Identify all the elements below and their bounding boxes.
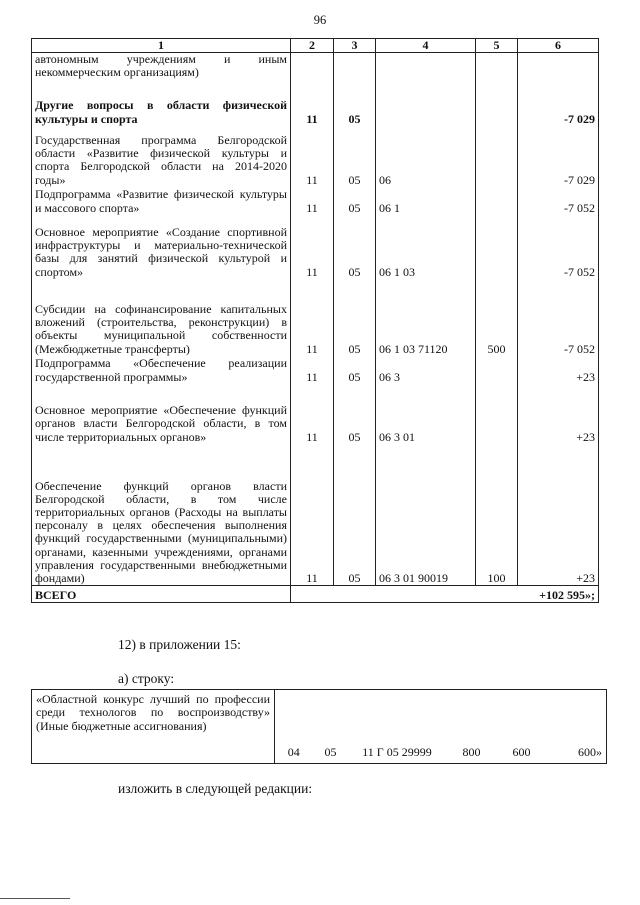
cell-amount: -7 052 <box>518 215 599 279</box>
cell-target-article: 06 3 <box>376 356 476 384</box>
cell-expense-type <box>476 356 518 384</box>
cell-section: 04 <box>287 744 300 759</box>
paragraph-item-12: 12) в приложении 15: <box>118 637 241 652</box>
cell-amount-2: 600» <box>578 744 602 759</box>
column-header: 2 <box>291 39 334 53</box>
cell-subsection: 05 <box>334 215 376 279</box>
row-name: Государственная программа Белгородской области «Развитие физической культуры и спорта Белгородской области на 2014-2020 годы» <box>32 126 291 187</box>
table-row <box>32 85 599 126</box>
cell-section: 11 <box>291 384 334 444</box>
row-name: Основное мероприятие «Создание спортивной инфраструктуры и материально-технической базы для занятий физической культурой и спортом» <box>32 215 291 279</box>
table-row <box>32 444 599 586</box>
cell-section: 11 <box>291 126 334 187</box>
cell-target-article <box>376 53 476 85</box>
cell-amount: -7 029 <box>518 85 599 126</box>
footer-rule <box>0 898 70 899</box>
replaced-row-table <box>31 689 607 764</box>
cell-section: 11 <box>291 215 334 279</box>
cell-subsection: 05 <box>334 444 376 586</box>
cell-expense-type: 500 <box>476 279 518 356</box>
column-header: 1 <box>32 39 291 53</box>
cell-subsection <box>334 53 376 85</box>
cell-target-article <box>376 85 476 126</box>
cell-amount: +23 <box>518 384 599 444</box>
row-name: Обеспечение функций органов власти Белгородской области, в том числе территориальных органов (Расходы на выплаты персоналу в целях обеспечения выполнения функций государственными (муниципальными) органами, казенными учреждениями, органами управления государственными внебюджетными фондами) <box>32 444 291 586</box>
cell-expense-type <box>476 187 518 215</box>
cell-target-article: 06 3 01 <box>376 384 476 444</box>
column-header: 4 <box>376 39 476 53</box>
cell-section: 11 <box>291 279 334 356</box>
table-row <box>32 187 599 215</box>
table-header-row <box>32 39 599 53</box>
cell-expense-type: 100 <box>476 444 518 586</box>
table-row <box>32 279 599 356</box>
table-row <box>32 215 599 279</box>
paragraph-item-a: а) строку: <box>118 671 175 686</box>
cell-subsection: 05 <box>334 384 376 444</box>
table-row <box>32 690 607 764</box>
total-value: +102 595»; <box>291 586 599 603</box>
cell-section: 11 <box>291 444 334 586</box>
column-header: 5 <box>476 39 518 53</box>
cell-expense-type <box>476 85 518 126</box>
cell-amount: -7 052 <box>518 279 599 356</box>
cell-amount: +23 <box>518 356 599 384</box>
cell-section <box>291 53 334 85</box>
cell-amount: 600 <box>512 744 531 759</box>
table-row <box>32 126 599 187</box>
cell-subsection: 05 <box>334 187 376 215</box>
cell-target-article: 06 1 03 <box>376 215 476 279</box>
cell-subsection: 05 <box>334 126 376 187</box>
row-name: Подпрограмма «Развитие физической культуры и массового спорта» <box>32 187 291 215</box>
table-row <box>32 356 599 384</box>
row-name: Субсидии на софинансирование капитальных вложений (строительства, реконструкции) в объекты муниципальной собственности (Межбюджетные трансферты) <box>32 279 291 356</box>
cell-target-article: 11 Г 05 29999 <box>362 744 432 759</box>
cell-expense-type <box>476 126 518 187</box>
cell-expense-type <box>476 215 518 279</box>
row-name: Подпрограмма «Обеспечение реализации государственной программы» <box>32 356 291 384</box>
cell-expense-type <box>476 384 518 444</box>
cell-amount: +23 <box>518 444 599 586</box>
row-name: Другие вопросы в области физической культуры и спорта <box>32 85 291 126</box>
cell-section: 11 <box>291 356 334 384</box>
cell-target-article: 06 <box>376 126 476 187</box>
cell-subsection: 05 <box>334 356 376 384</box>
cell-target-article: 06 1 <box>376 187 476 215</box>
total-row <box>32 586 599 603</box>
cell-subsection: 05 <box>334 85 376 126</box>
total-label: ВСЕГО <box>32 586 291 603</box>
cell-section: 11 <box>291 85 334 126</box>
cell-target-article: 06 3 01 90019 <box>376 444 476 586</box>
row-name: «Областной конкурс лучший по профессии среди технологов по воспроизводству» (Иные бюджетные ассигнования) <box>32 690 275 764</box>
column-header: 3 <box>334 39 376 53</box>
cell-subsection: 05 <box>324 744 337 759</box>
column-header: 6 <box>518 39 599 53</box>
cell-amount <box>518 53 599 85</box>
cell-amount: -7 029 <box>518 126 599 187</box>
page-number: 96 <box>313 13 327 27</box>
budget-table <box>31 38 599 603</box>
row-name: Основное мероприятие «Обеспечение функций органов власти Белгородской области, в том числе территориальных органов» <box>32 384 291 444</box>
cell-amount: -7 052 <box>518 187 599 215</box>
row-name: автономным учреждениям и иным некоммерческим организациям) <box>32 53 291 85</box>
cell-expense-type <box>476 53 518 85</box>
table-row <box>32 53 599 85</box>
cell-expense-type: 800 <box>462 744 481 759</box>
cell-section: 11 <box>291 187 334 215</box>
cell-subsection: 05 <box>334 279 376 356</box>
paragraph-final: изложить в следующей редакции: <box>118 781 313 796</box>
table-row <box>32 384 599 444</box>
cell-target-article: 06 1 03 71120 <box>376 279 476 356</box>
